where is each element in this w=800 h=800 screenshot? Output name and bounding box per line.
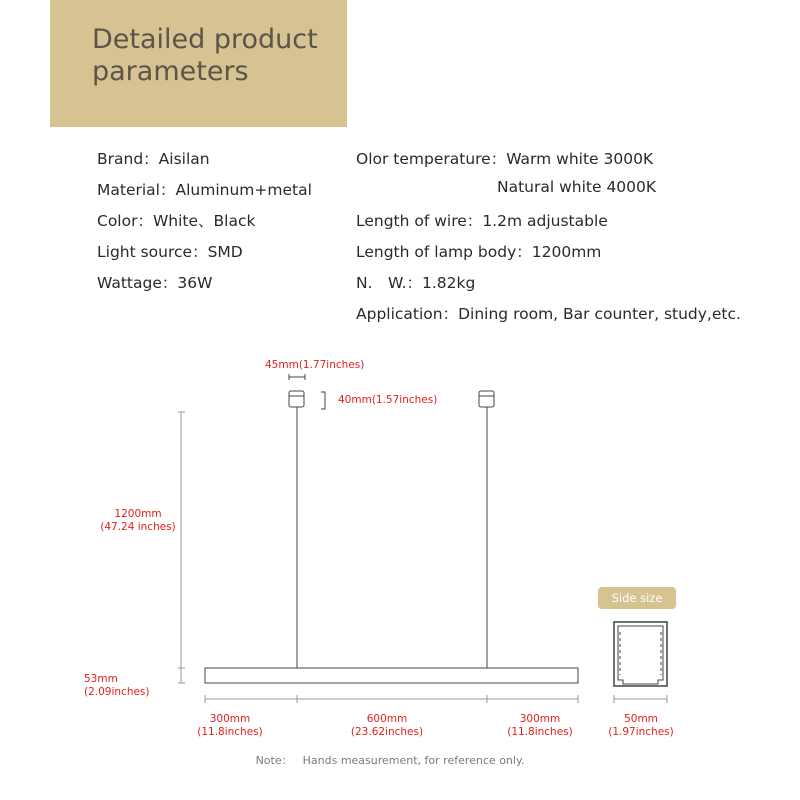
side-profile-outer bbox=[614, 622, 667, 686]
spec-label: Material： bbox=[97, 181, 176, 199]
spec-label: Brand： bbox=[97, 150, 159, 168]
spec-value: Warm white 3000K bbox=[506, 150, 654, 168]
spec-label: Application： bbox=[356, 305, 459, 323]
spec-value: Aluminum+metal bbox=[175, 181, 312, 199]
spec-value: 1.82kg bbox=[422, 274, 476, 292]
spec-value: Natural white 4000K bbox=[497, 178, 657, 196]
dim-right-seg-mm: 300mm bbox=[519, 713, 561, 725]
lamp-body bbox=[205, 668, 578, 683]
canopy-right bbox=[479, 391, 494, 407]
footnote-label: Note： bbox=[255, 754, 293, 767]
spec-value: Aisilan bbox=[158, 150, 210, 168]
dim-hang-height-mm: 1200mm bbox=[114, 508, 162, 520]
spec-label: Length of wire： bbox=[356, 212, 483, 230]
dim-mid-seg-mm: 600mm bbox=[366, 713, 408, 725]
spec-value: White、Black bbox=[152, 212, 256, 230]
side-size-badge: Side size bbox=[598, 587, 676, 609]
canopy-height-bracket bbox=[321, 392, 325, 409]
spec-value: 1.2m adjustable bbox=[482, 212, 608, 230]
page-title: Detailed product parameters bbox=[92, 24, 318, 87]
dim-side-width-in: (1.97inches) bbox=[608, 726, 674, 738]
spec-label: N. W.： bbox=[356, 274, 422, 292]
dim-body-height-in: (2.09inches) bbox=[84, 686, 150, 698]
dim-left-seg-mm: 300mm bbox=[209, 713, 251, 725]
dim-mid-seg-in: (23.62inches) bbox=[350, 726, 424, 738]
dim-side-width-mm: 50mm bbox=[624, 713, 658, 725]
dim-canopy-height: 40mm(1.57inches) bbox=[338, 394, 438, 406]
spec-value: 36W bbox=[177, 274, 213, 292]
spec-value: Dining room, Bar counter, study,etc. bbox=[458, 305, 741, 323]
spec-value: SMD bbox=[207, 243, 243, 261]
spec-label: Color： bbox=[97, 212, 153, 230]
spec-label: Olor temperature： bbox=[356, 150, 507, 168]
canopy-left bbox=[289, 391, 304, 407]
spec-label: Length of lamp body： bbox=[356, 243, 532, 261]
spec-value: 1200mm bbox=[531, 243, 602, 261]
side-profile-inner bbox=[618, 626, 663, 684]
dim-right-seg-in: (11.8inches) bbox=[507, 726, 573, 738]
dim-hang-height-in: (47.24 inches) bbox=[100, 521, 176, 533]
spec-label: Wattage： bbox=[97, 274, 178, 292]
dim-left-seg-in: (11.8inches) bbox=[197, 726, 263, 738]
spec-label: Light source： bbox=[97, 243, 208, 261]
footnote bbox=[0, 752, 780, 768]
dim-canopy-width: 45mm(1.77inches) bbox=[265, 359, 365, 371]
footnote-text: Hands measurement, for reference only. bbox=[302, 754, 525, 767]
dim-body-height-mm: 53mm bbox=[84, 673, 118, 685]
